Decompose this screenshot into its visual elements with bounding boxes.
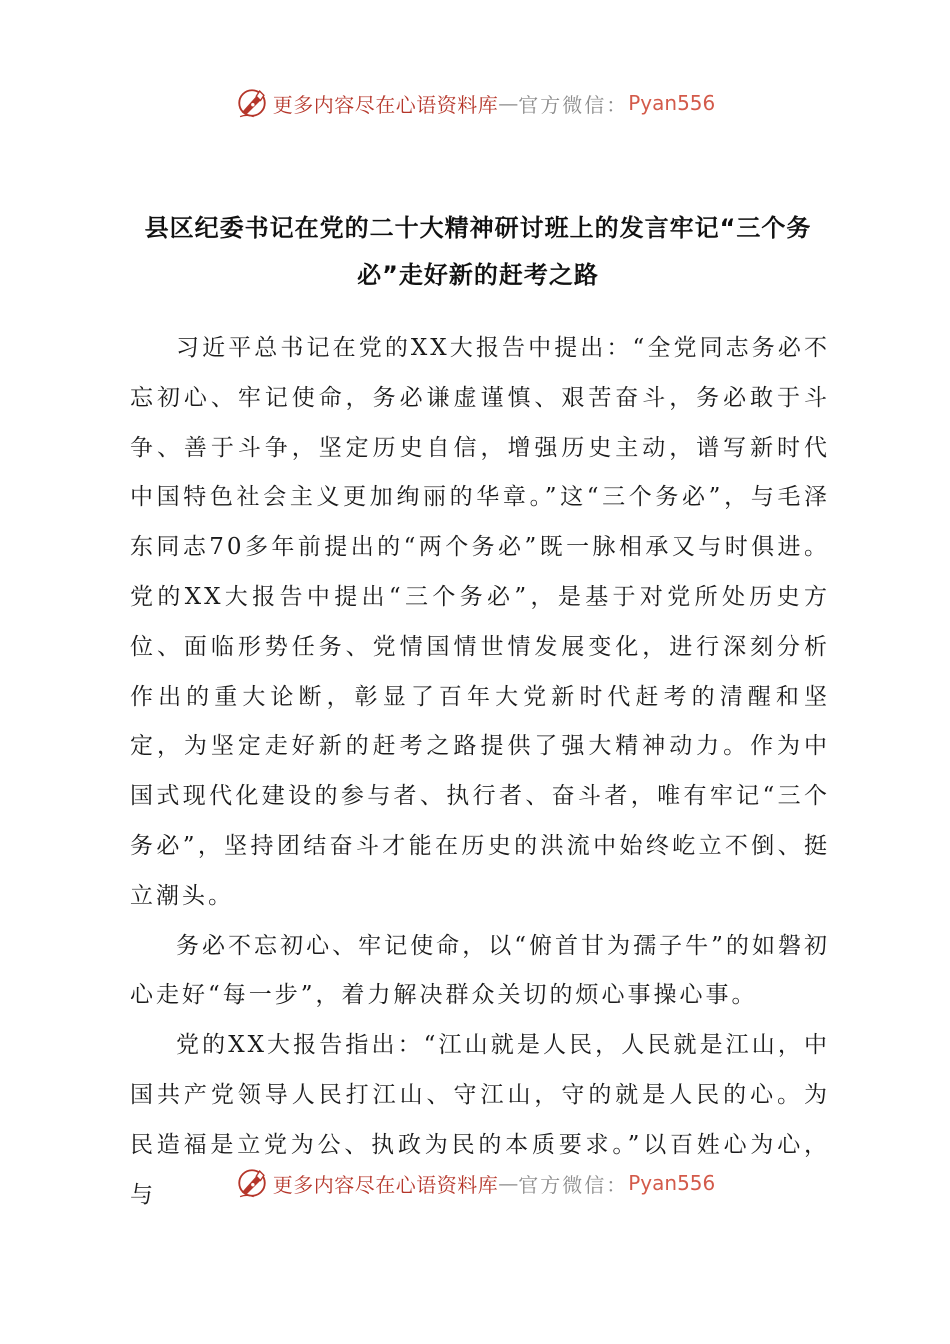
watermark-wechat-id: Pyan556: [628, 1171, 716, 1195]
document-body: [130, 324, 830, 1220]
watermark-wechat-label: 官方微信：: [518, 92, 629, 117]
paragraph-1: 习近平总书记在党的XX大报告中提出：“全党同志务必不忘初心、牢记使命，务必谦虚谨慎、艰苦奋斗，务必敢于斗争、善于斗争，坚定历史自信，增强历史主动，谱写新时代中国特色社会主义更加绚丽的华章。”这“三个务必”，与毛泽东同志70多年前提出的“两个务必”既一脉相承又与时俱进。党的XX大报告中提出“三个务必”，是基于对党所处历史方位、面临形势任务、党情国情世情发展变化，进行深刻分析作出的重大论断，彰显了百年大党新时代赶考的清醒和坚定，为坚定走好新的赶考之路提供了强大精神动力。作为中国式现代化建设的参与者、执行者、奋斗者，唯有牢记“三个务必”，坚持团结奋斗才能在历史的洪流中始终屹立不倒、挺立潮头。: [130, 335, 830, 909]
watermark-banner-bottom: [0, 1163, 950, 1203]
fountain-pen-nib-icon: [235, 86, 269, 120]
document-title: 县区纪委书记在党的二十大精神研讨班上的发言牢记“三个务必”走好新的赶考之路: [144, 214, 812, 289]
watermark-separator: —: [498, 1171, 519, 1195]
watermark-wechat-label: 官方微信：: [518, 1172, 629, 1197]
paragraph-2: 务必不忘初心、牢记使命，以“俯首甘为孺子牛”的如磐初心走好“每一步”，着力解决群众关切的烦心事操心事。: [130, 932, 830, 1009]
watermark-wechat-id: Pyan556: [628, 91, 716, 115]
watermark-banner-top: [0, 83, 950, 123]
paragraph-3: 党的XX大报告指出：“江山就是人民，人民就是江山，中国共产党领导人民打江山、守江山，守的就是人民的心。为民造福是立党为公、执政为民的本质要求。”以百姓心为心，与: [130, 1032, 830, 1208]
watermark-separator: —: [498, 91, 519, 115]
fountain-pen-nib-icon: [235, 1166, 269, 1200]
watermark-main-text: 更多内容尽在心语资料库: [272, 1172, 499, 1197]
watermark-main-text: 更多内容尽在心语资料库: [272, 92, 499, 117]
